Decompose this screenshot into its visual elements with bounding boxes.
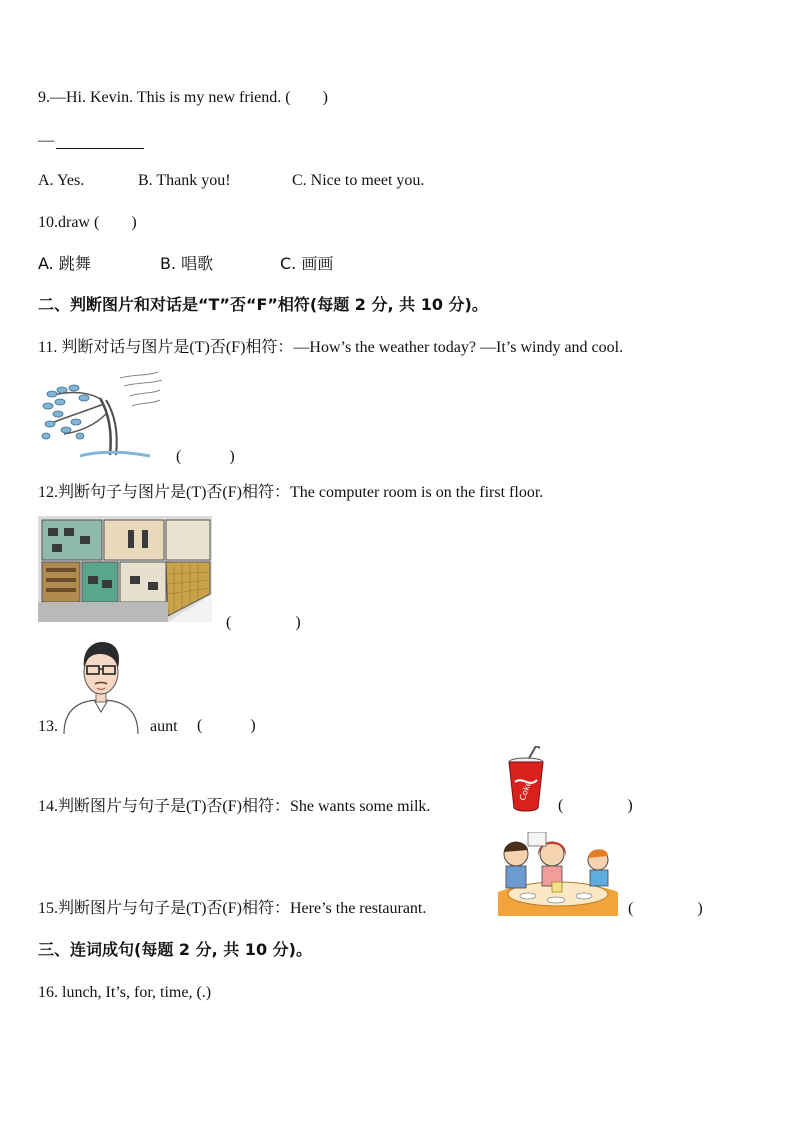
- school-building-picture: [38, 516, 212, 622]
- q14-answer-paren[interactable]: ( ): [558, 797, 633, 814]
- section-3-title: 三、连词成句(每题 2 分, 共 10 分)。: [38, 940, 312, 959]
- q12-stem: 12.判断句子与图片是(T)否(F)相符：The computer room is on the first floor.: [38, 484, 544, 501]
- q12-answer-paren[interactable]: ( ): [226, 614, 301, 631]
- q10-option-a: A. 跳舞: [38, 254, 91, 273]
- q13-number: 13.: [38, 718, 58, 735]
- q15-stem: 15.判断图片与句子是(T)否(F)相符：Here’s the restaurant.: [38, 900, 427, 917]
- q10-option-c: C. 画画: [280, 254, 334, 273]
- restaurant-family-picture: [498, 832, 618, 916]
- q9-option-b: B. Thank you!: [138, 172, 231, 189]
- q13-word: aunt: [150, 718, 178, 735]
- q14-stem: 14.判断图片与句子是(T)否(F)相符：She wants some milk.: [38, 798, 431, 815]
- q9-answer-dash: —: [38, 132, 54, 149]
- q16-stem: 16. lunch, It’s, for, time, (.): [38, 984, 212, 1001]
- q9-stem: 9.—Hi. Kevin. This is my new friend. ( ): [38, 89, 328, 106]
- cup-label: Coke: [517, 780, 534, 802]
- q11-answer-paren[interactable]: ( ): [176, 448, 235, 465]
- section-2-title: 二、判断图片和对话是“T”否“F”相符(每题 2 分, 共 10 分)。: [38, 295, 488, 314]
- q15-answer-paren[interactable]: ( ): [628, 900, 703, 917]
- man-with-glasses-picture: [60, 638, 142, 734]
- q10-option-b: B. 唱歌: [160, 254, 214, 273]
- q11-stem: 11. 判断对话与图片是(T)否(F)相符：—How’s the weather today? —It’s windy and cool.: [38, 339, 624, 356]
- q9-option-c: C. Nice to meet you.: [292, 172, 425, 189]
- q10-stem: 10.draw ( ): [38, 214, 137, 231]
- q9-answer-blank[interactable]: [56, 148, 144, 149]
- cola-cup-picture: [506, 746, 546, 812]
- q13-answer-paren[interactable]: ( ): [197, 717, 256, 734]
- q9-option-a: A. Yes.: [38, 172, 85, 189]
- windy-tree-picture: [40, 370, 165, 460]
